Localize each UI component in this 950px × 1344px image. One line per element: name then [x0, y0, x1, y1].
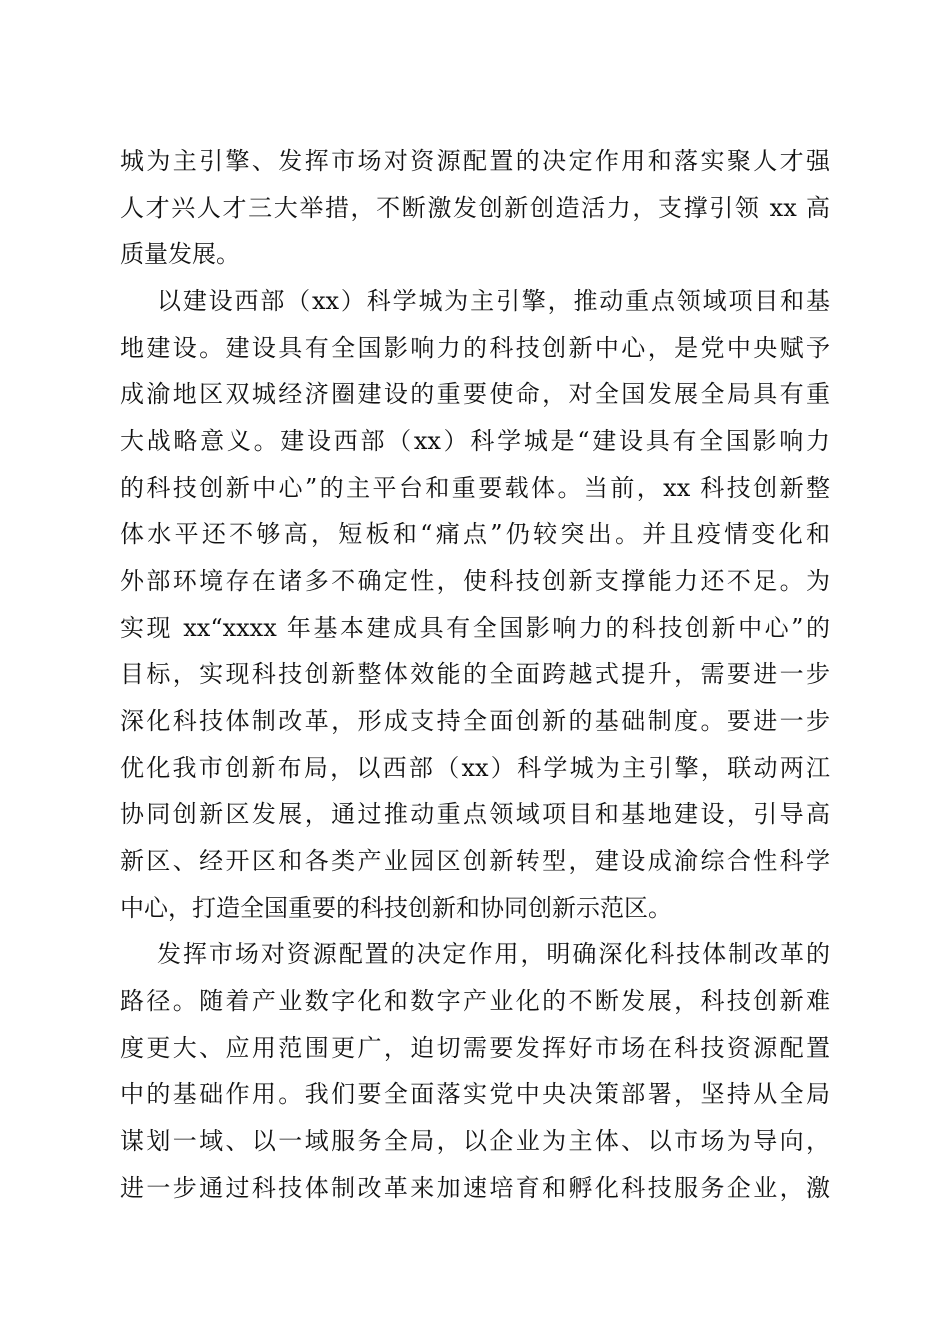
text-line: 实现 xx“xxxx 年基本建成具有全国影响力的科技创新中心”的	[120, 614, 830, 642]
text-line: 中的基础作用。我们要全面落实党中央决策部署，坚持从全局	[120, 1080, 830, 1108]
text-line: 的科技创新中心”的主平台和重要载体。当前，xx 科技创新整	[120, 474, 830, 502]
text-line: 进一步通过科技体制改革来加速培育和孵化科技服务企业，激	[120, 1174, 830, 1202]
text-line: 外部环境存在诸多不确定性，使科技创新支撑能力还不足。为	[120, 567, 830, 595]
text-line: 路径。随着产业数字化和数字产业化的不断发展，科技创新难	[120, 987, 830, 1015]
text-line: 深化科技体制改革，形成支持全面创新的基础制度。要进一步	[120, 707, 830, 735]
text-line: 中心，打造全国重要的科技创新和协同创新示范区。	[120, 894, 672, 922]
text-line: 优化我市创新布局，以西部（xx）科学城为主引擎，联动两江	[120, 754, 830, 782]
paragraph-first-line: 以建设西部（xx）科学城为主引擎，推动重点领域项目和基	[157, 287, 830, 315]
text-line: 协同创新区发展，通过推动重点领域项目和基地建设，引导高	[120, 800, 830, 828]
text-line: 度更大、应用范围更广，迫切需要发挥好市场在科技资源配置	[120, 1034, 830, 1062]
text-line: 成渝地区双城经济圈建设的重要使命，对全国发展全局具有重	[120, 380, 830, 408]
text-line: 人才兴人才三大举措，不断激发创新创造活力，支撑引领 xx 高	[120, 194, 830, 222]
text-line: 目标，实现科技创新整体效能的全面跨越式提升，需要进一步	[120, 660, 830, 688]
text-line: 城为主引擎、发挥市场对资源配置的决定作用和落实聚人才强	[120, 147, 830, 175]
text-line: 大战略意义。建设西部（xx）科学城是“建设具有全国影响力	[120, 427, 830, 455]
text-line: 谋划一域、以一域服务全局，以企业为主体、以市场为导向，	[120, 1127, 830, 1155]
text-line: 新区、经开区和各类产业园区创新转型，建设成渝综合性科学	[120, 847, 830, 875]
text-line: 地建设。建设具有全国影响力的科技创新中心，是党中央赋予	[120, 334, 830, 362]
paragraph-first-line: 发挥市场对资源配置的决定作用，明确深化科技体制改革的	[157, 940, 830, 968]
text-line: 质量发展。	[120, 240, 240, 268]
text-line: 体水平还不够高，短板和“痛点”仍较突出。并且疫情变化和	[120, 520, 830, 548]
